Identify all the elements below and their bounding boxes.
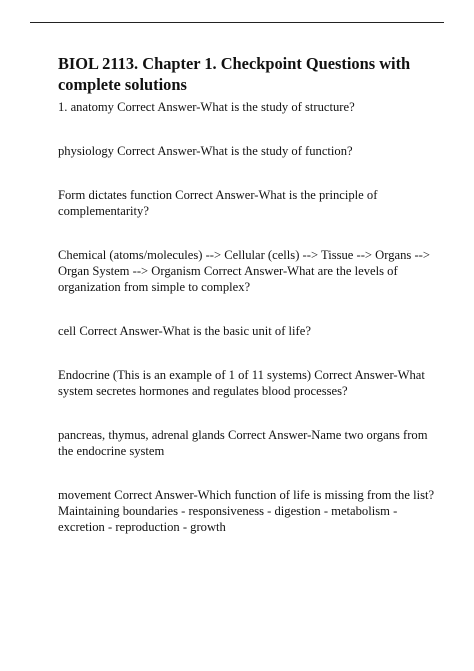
qa-item-6: Endocrine (This is an example of 1 of 11 systems) Correct Answer-What system secretes hormones and regulates blood processes? xyxy=(58,368,425,398)
qa-item-1: 1. anatomy Correct Answer-What is the study of structure? xyxy=(58,100,355,114)
qa-item-8: movement Correct Answer-Which function of life is missing from the list? Maintaining boundaries - responsiveness - digestion - metabolism - excretion - reproduction - growth xyxy=(58,488,435,534)
qa-item-3: Form dictates function Correct Answer-What is the principle of complementarity? xyxy=(58,188,378,218)
document-title: BIOL 2113. Chapter 1. Checkpoint Questions with complete solutions xyxy=(58,54,411,94)
qa-item-7: pancreas, thymus, adrenal glands Correct Answer-Name two organs from the endocrine system xyxy=(58,428,428,458)
qa-item-2: physiology Correct Answer-What is the study of function? xyxy=(58,144,353,158)
qa-item-5: cell Correct Answer-What is the basic unit of life? xyxy=(58,324,311,338)
qa-item-4: Chemical (atoms/molecules) --> Cellular (cells) --> Tissue --> Organs --> Organ System --> Organism Correct Answer-What are the levels of organization from simple to complex? xyxy=(58,248,430,294)
document-body xyxy=(58,53,438,535)
header-divider xyxy=(30,22,444,23)
